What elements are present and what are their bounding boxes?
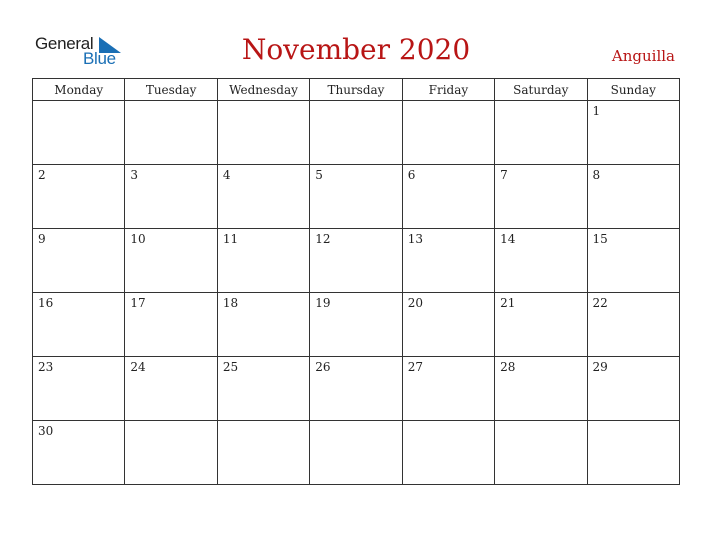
day-number: 17: [130, 296, 146, 310]
day-cell: [495, 101, 587, 165]
weekday-header-row: [33, 79, 680, 101]
week-row: [33, 421, 680, 485]
weekday-header: Wednesday: [217, 79, 309, 101]
day-number: 16: [38, 296, 54, 310]
calendar-title: November 2020: [241, 33, 471, 66]
day-cell: [587, 421, 679, 485]
day-number: 26: [315, 360, 331, 374]
weekday-header: Thursday: [310, 79, 402, 101]
day-cell: [495, 421, 587, 485]
day-number: 22: [592, 296, 608, 310]
logo-text-general: General: [35, 34, 94, 53]
day-cell: [310, 357, 402, 421]
day-cell: [402, 165, 494, 229]
logo-text-blue: Blue: [83, 49, 116, 68]
week-row: [33, 357, 680, 421]
week-row: [33, 293, 680, 357]
day-number: 1: [592, 104, 601, 118]
day-number: 18: [222, 296, 239, 310]
day-cell: [402, 229, 494, 293]
day-cell: [310, 229, 402, 293]
day-number: 25: [222, 360, 239, 374]
calendar-region: Anguilla: [611, 47, 675, 65]
day-cell: [33, 421, 125, 485]
weekday-header: Saturday: [495, 79, 587, 101]
day-number: 12: [315, 232, 331, 246]
day-number: 20: [407, 296, 423, 310]
day-number: 24: [130, 360, 146, 374]
day-cell: [125, 421, 217, 485]
day-cell: [33, 229, 125, 293]
day-cell: [217, 357, 309, 421]
day-cell: [125, 165, 217, 229]
day-number: 11: [222, 232, 239, 246]
day-cell: [33, 165, 125, 229]
weekday-header: Monday: [33, 79, 125, 101]
day-number: 9: [38, 232, 46, 246]
day-number: 3: [130, 168, 139, 182]
day-cell: [125, 293, 217, 357]
week-row: [33, 165, 680, 229]
day-cell: [33, 101, 125, 165]
day-cell: [310, 421, 402, 485]
day-cell: [310, 293, 402, 357]
day-number: 13: [407, 232, 423, 246]
day-cell: [402, 293, 494, 357]
day-number: 23: [38, 360, 54, 374]
day-cell: [402, 421, 494, 485]
day-cell: [587, 229, 679, 293]
day-cell: [217, 229, 309, 293]
day-cell: [587, 357, 679, 421]
day-number: 5: [315, 168, 323, 182]
day-number: 15: [592, 232, 608, 246]
day-cell: [217, 293, 309, 357]
day-cell: [125, 101, 217, 165]
day-cell: [495, 165, 587, 229]
day-cell: [125, 229, 217, 293]
day-number: 30: [38, 424, 54, 438]
day-number: 7: [500, 168, 508, 182]
day-cell: [495, 293, 587, 357]
day-cell: [495, 357, 587, 421]
day-cell: [587, 165, 679, 229]
day-cell: [402, 101, 494, 165]
week-row: [33, 101, 680, 165]
day-cell: [217, 101, 309, 165]
week-row: [33, 229, 680, 293]
day-cell: [125, 357, 217, 421]
day-number: 6: [407, 168, 416, 182]
calendar-grid: [32, 78, 680, 485]
day-cell: [587, 293, 679, 357]
day-number: 14: [500, 232, 516, 246]
day-cell: [402, 357, 494, 421]
day-number: 10: [130, 232, 146, 246]
day-number: 4: [222, 168, 231, 182]
day-number: 19: [315, 296, 331, 310]
day-number: 28: [500, 360, 516, 374]
day-number: 29: [592, 360, 608, 374]
day-number: 2: [38, 168, 46, 182]
day-number: 27: [407, 360, 423, 374]
day-cell: [33, 293, 125, 357]
day-cell: [33, 357, 125, 421]
day-cell: [310, 165, 402, 229]
weekday-header: Sunday: [587, 79, 679, 101]
day-number: 21: [500, 296, 516, 310]
day-cell: [587, 101, 679, 165]
day-cell: [310, 101, 402, 165]
weekday-header: Friday: [402, 79, 494, 101]
day-cell: [495, 229, 587, 293]
day-number: 8: [592, 168, 601, 182]
day-cell: [217, 421, 309, 485]
day-cell: [217, 165, 309, 229]
weekday-header: Tuesday: [125, 79, 217, 101]
